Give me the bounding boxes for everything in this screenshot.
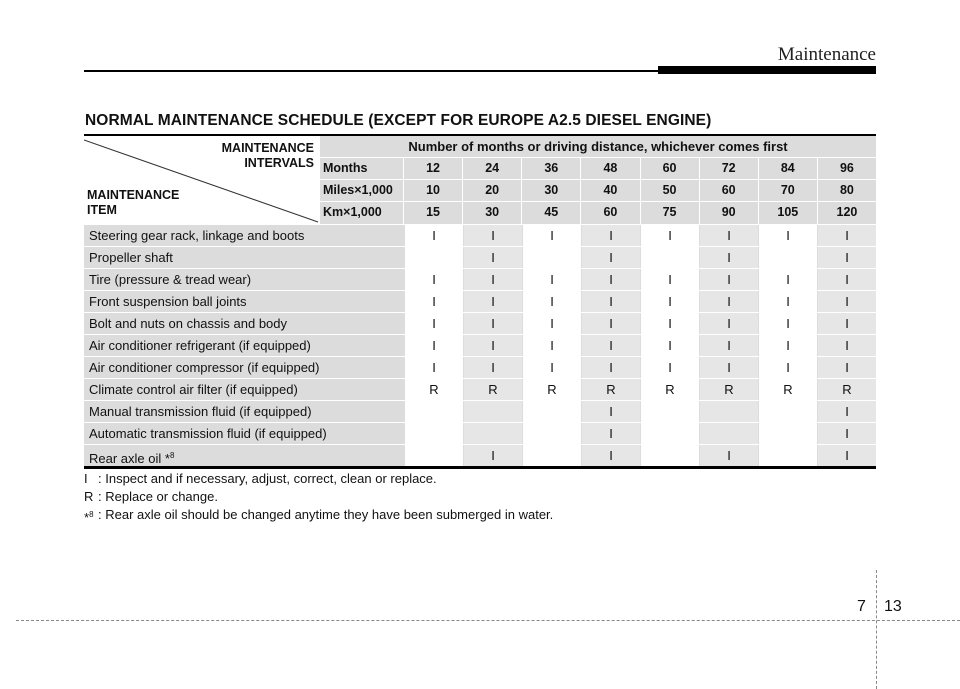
interval-value: 48 [581, 158, 640, 179]
schedule-cell: I [699, 247, 758, 268]
schedule-cell: I [640, 269, 699, 290]
interval-rows [320, 158, 876, 224]
schedule-cell: I [758, 313, 817, 334]
interval-value: 60 [700, 180, 759, 201]
schedule-cell: R [522, 379, 581, 400]
schedule-cell: I [581, 291, 640, 312]
maintenance-item-name: Steering gear rack, linkage and boots [84, 225, 404, 246]
maintenance-item-name: Automatic transmission fluid (if equipped) [84, 423, 404, 444]
footnote-mark: 8 [169, 451, 175, 460]
schedule-cell: I [817, 335, 876, 356]
schedule-cell: I [758, 357, 817, 378]
schedule-cell: I [640, 335, 699, 356]
interval-row [320, 202, 876, 224]
schedule-cell: I [699, 291, 758, 312]
maintenance-item-name: Tire (pressure & tread wear) [84, 269, 404, 290]
schedule-cell: I [581, 445, 640, 466]
legend-entry [84, 506, 553, 527]
schedule-cell [522, 445, 581, 466]
schedule-cell: I [817, 401, 876, 422]
maintenance-item-name: Rear axle oil *$^8$ [84, 445, 404, 466]
schedule-cell [522, 247, 581, 268]
table-row [84, 400, 876, 422]
maintenance-item-name: Front suspension ball joints [84, 291, 404, 312]
schedule-cell: I [463, 247, 522, 268]
interval-value: 30 [463, 202, 522, 224]
interval-value: 40 [581, 180, 640, 201]
header-rule [84, 70, 658, 72]
section-title: Maintenance [777, 44, 876, 65]
schedule-cell: I [640, 291, 699, 312]
schedule-cell: I [640, 357, 699, 378]
table-row [84, 312, 876, 334]
interval-value: 70 [759, 180, 818, 201]
schedule-cell: I [758, 335, 817, 356]
table-row [84, 378, 876, 400]
interval-value: 120 [836, 205, 858, 219]
interval-row [320, 180, 876, 202]
schedule-cell [699, 401, 758, 422]
footer-line [16, 620, 960, 621]
table-row [84, 224, 876, 246]
schedule-cell: I [404, 291, 463, 312]
schedule-title: NORMAL MAINTENANCE SCHEDULE (EXCEPT FOR EUROPE A2.5 DIESEL ENGINE) [85, 112, 712, 129]
interval-value: 90 [700, 202, 759, 224]
table-row [84, 356, 876, 378]
schedule-cell: I [404, 335, 463, 356]
schedule-cell: I [581, 269, 640, 290]
maintenance-item-name: Climate control air filter (if equipped) [84, 379, 404, 400]
schedule-cell: I [817, 357, 876, 378]
schedule-cell: I [463, 269, 522, 290]
schedule-cell: I [463, 313, 522, 334]
schedule-cell [522, 423, 581, 444]
interval-value: 36 [522, 158, 581, 179]
interval-value: 75 [641, 202, 700, 224]
schedule-cell: I [404, 357, 463, 378]
schedule-cell [758, 423, 817, 444]
legend-key: I [84, 471, 88, 486]
schedule-cell: R [758, 379, 817, 400]
interval-value: 20 [463, 180, 522, 201]
schedule-cell: I [699, 313, 758, 334]
schedule-cell: I [817, 445, 876, 466]
maintenance-schedule-table [84, 134, 876, 469]
schedule-cell: I [463, 225, 522, 246]
chapter-number: 7 [857, 598, 866, 615]
interval-span-label: Number of months or driving distance, whichever comes first [320, 136, 876, 158]
schedule-cell: I [581, 335, 640, 356]
schedule-cell: I [404, 225, 463, 246]
item-rows [84, 224, 876, 466]
corner-label-intervals: MAINTENANCE INTERVALS [221, 141, 314, 170]
schedule-cell: I [522, 335, 581, 356]
interval-value: 12 [404, 158, 463, 179]
schedule-cell: I [817, 247, 876, 268]
schedule-cell: I [699, 335, 758, 356]
schedule-cell: I [581, 401, 640, 422]
schedule-cell: I [699, 269, 758, 290]
interval-value: 80 [839, 183, 854, 197]
legend-key: *$^8$ [84, 510, 94, 525]
interval-value: 60 [581, 202, 640, 224]
maintenance-item-name: Air conditioner compressor (if equipped) [84, 357, 404, 378]
schedule-cell: I [640, 313, 699, 334]
corner-label-item: MAINTENANCE ITEM [87, 188, 180, 217]
schedule-cell [758, 401, 817, 422]
table-row [84, 422, 876, 444]
schedule-cell [404, 423, 463, 444]
table-header [84, 136, 876, 224]
interval-value: 45 [522, 202, 581, 224]
schedule-cell: I [817, 291, 876, 312]
interval-value: 84 [759, 158, 818, 179]
legend-entry [84, 470, 553, 488]
legend-text: : Inspect and if necessary, adjust, correct, clean or replace. [98, 471, 437, 486]
schedule-cell: R [463, 379, 522, 400]
schedule-cell [463, 423, 522, 444]
schedule-cell: I [817, 423, 876, 444]
interval-value: 30 [522, 180, 581, 201]
interval-value: 24 [463, 158, 522, 179]
schedule-cell: I [463, 357, 522, 378]
header-corner [84, 136, 320, 224]
maintenance-item-name: Propeller shaft [84, 247, 404, 268]
footer-divider [876, 570, 877, 689]
schedule-cell: I [817, 269, 876, 290]
legend-text: : Rear axle oil should be changed anytime they have been submerged in water. [98, 507, 554, 522]
schedule-cell: I [404, 269, 463, 290]
interval-value: 15 [404, 202, 463, 224]
schedule-cell: I [522, 357, 581, 378]
schedule-cell: I [699, 357, 758, 378]
schedule-cell: I [522, 313, 581, 334]
schedule-cell: R [581, 379, 640, 400]
schedule-cell: I [758, 291, 817, 312]
schedule-cell: I [463, 335, 522, 356]
schedule-cell [640, 445, 699, 466]
maintenance-item-name: Air conditioner refrigerant (if equipped) [84, 335, 404, 356]
schedule-cell [640, 247, 699, 268]
schedule-cell [404, 401, 463, 422]
schedule-cell: R [404, 379, 463, 400]
interval-value: 96 [839, 161, 854, 175]
schedule-cell [404, 445, 463, 466]
schedule-cell: I [581, 313, 640, 334]
table-row [84, 444, 876, 466]
schedule-cell: I [581, 423, 640, 444]
table-row [84, 246, 876, 268]
schedule-cell [758, 445, 817, 466]
schedule-cell [404, 247, 463, 268]
schedule-cell: I [758, 269, 817, 290]
schedule-cell: I [699, 445, 758, 466]
table-row [84, 268, 876, 290]
schedule-cell: I [522, 291, 581, 312]
legend-entry [84, 488, 553, 506]
interval-row-label: Months [320, 158, 404, 179]
schedule-cell: I [463, 291, 522, 312]
interval-row [320, 158, 876, 180]
schedule-cell: I [404, 313, 463, 334]
header-bar [658, 66, 876, 74]
schedule-cell: I [581, 225, 640, 246]
table-bottom-rule [84, 466, 876, 469]
schedule-cell: I [522, 225, 581, 246]
page-number: 13 [884, 598, 902, 615]
schedule-cell [699, 423, 758, 444]
maintenance-item-name: Manual transmission fluid (if equipped) [84, 401, 404, 422]
schedule-cell: I [581, 357, 640, 378]
schedule-cell: R [817, 379, 876, 400]
interval-value: 60 [641, 158, 700, 179]
footnote-mark: 8 [89, 510, 94, 519]
interval-row-label: Miles×1,000 [320, 180, 404, 201]
schedule-cell: I [817, 225, 876, 246]
interval-value: 105 [759, 202, 818, 224]
schedule-cell [640, 401, 699, 422]
legend [84, 470, 553, 527]
interval-value: 10 [404, 180, 463, 201]
schedule-cell: I [640, 225, 699, 246]
interval-row-label: Km×1,000 [320, 202, 404, 224]
schedule-cell [758, 247, 817, 268]
interval-value: 72 [700, 158, 759, 179]
schedule-cell [640, 423, 699, 444]
schedule-cell: I [463, 445, 522, 466]
table-row [84, 290, 876, 312]
schedule-cell: I [758, 225, 817, 246]
schedule-cell [463, 401, 522, 422]
schedule-cell: I [522, 269, 581, 290]
table-row [84, 334, 876, 356]
schedule-cell: R [699, 379, 758, 400]
interval-value: 50 [641, 180, 700, 201]
legend-key: R [84, 489, 94, 504]
schedule-cell: I [817, 313, 876, 334]
schedule-cell: I [581, 247, 640, 268]
schedule-cell: R [640, 379, 699, 400]
legend-text: : Replace or change. [98, 489, 218, 504]
header-intervals [320, 136, 876, 224]
schedule-cell: I [699, 225, 758, 246]
maintenance-item-name: Bolt and nuts on chassis and body [84, 313, 404, 334]
schedule-cell [522, 401, 581, 422]
